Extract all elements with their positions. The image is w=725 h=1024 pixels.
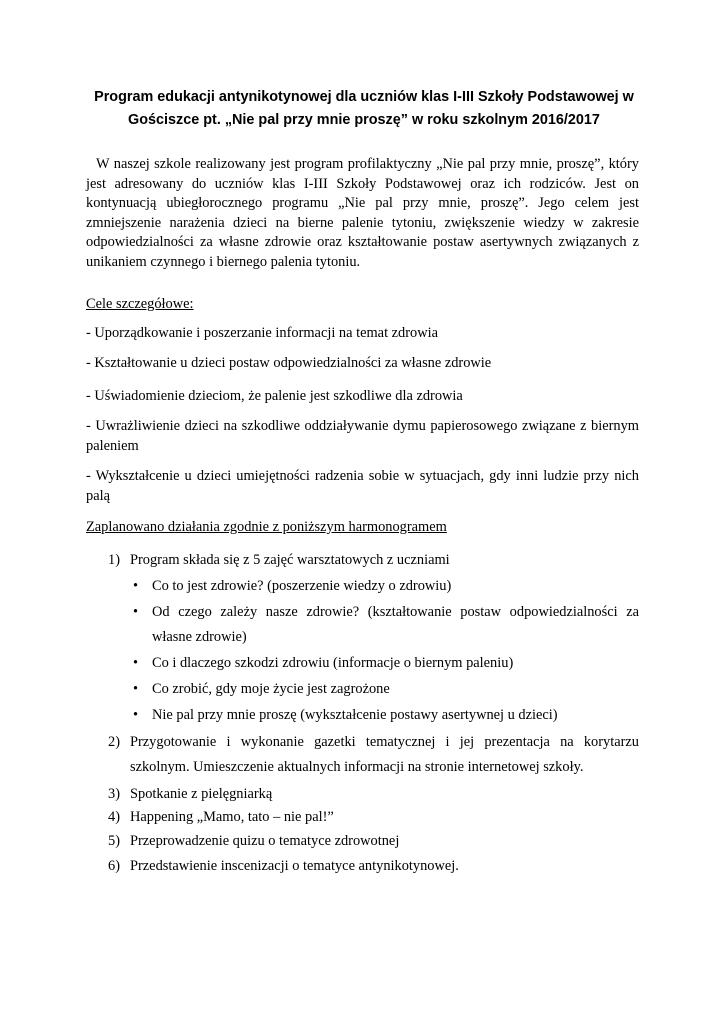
workshop-item bbox=[133, 600, 639, 650]
plan-item-number: 5) bbox=[108, 833, 120, 849]
plan-item-number: 3) bbox=[108, 786, 120, 802]
intro-paragraph: W naszej szkole realizowany jest program profilaktyczny „Nie pal przy mnie, proszę”, który jest adresowany do uczniów klas I-III Szkoły Podstawowej oraz ich rodziców. Jest on kontynuacją ubiegłorocznego programu „Nie pal przy mnie, proszę”. Jego celem jest zmniejszenie narażenia dzieci na bierne palenie tytoniu, zwiększenie wiedzy w zakresie odpowiedzialności za własne zdrowie oraz kształtowanie postaw asertywnych związanych z unikaniem czynnego i biernego palenia tytoniu. bbox=[86, 156, 639, 270]
goals-heading: Cele szczegółowe: bbox=[86, 296, 194, 312]
goal-item: - Wykształcenie u dzieci umiejętności radzenia sobie w sytuacjach, gdy inni ludzie przy nich palą bbox=[86, 468, 639, 504]
plan-item-number: 6) bbox=[108, 858, 120, 874]
plan-item-text: Przeprowadzenie quizu o tematyce zdrowotnej bbox=[130, 833, 400, 849]
plan-item bbox=[108, 782, 639, 807]
plan-item bbox=[108, 730, 639, 780]
plan-item-number: 4) bbox=[108, 809, 120, 825]
workshop-item bbox=[133, 703, 639, 728]
plan-item-text: Przedstawienie inscenizacji o tematyce antynikotynowej. bbox=[130, 858, 459, 874]
bullet-icon: • bbox=[133, 604, 139, 620]
plan-item bbox=[108, 805, 639, 830]
plan-item-text: Program składa się z 5 zajęć warsztatowych z uczniami bbox=[130, 552, 450, 568]
plan-item-text: Spotkanie z pielęgniarką bbox=[130, 786, 273, 802]
bullet-icon: • bbox=[133, 578, 139, 594]
bullet-icon: • bbox=[133, 707, 139, 723]
plan-item bbox=[108, 548, 639, 573]
workshop-item-text: Od czego zależy nasze zdrowie? (kształtowanie postaw odpowiedzialności za własne zdrowie) bbox=[152, 604, 639, 645]
goal-item: - Kształtowanie u dzieci postaw odpowiedzialności za własne zdrowie bbox=[86, 355, 492, 371]
workshop-item bbox=[133, 677, 639, 702]
plan-item-text: Happening „Mamo, tato – nie pal!” bbox=[130, 809, 334, 825]
bullet-icon: • bbox=[133, 655, 139, 671]
document-title: Program edukacji antynikotynowej dla uczniów klas I-III Szkoły Podstawowej w Gościszce pt. „Nie pal przy mnie proszę” w roku szkolnym 2016/2017 bbox=[94, 89, 634, 128]
plan-heading: Zaplanowano działania zgodnie z poniższym harmonogramem bbox=[86, 519, 447, 535]
goal-item: - Uwrażliwienie dzieci na szkodliwe oddziaływanie dymu papierosowego związane z biernym paleniem bbox=[86, 418, 639, 454]
workshop-item bbox=[133, 574, 639, 599]
workshop-item-text: Co to jest zdrowie? (poszerzenie wiedzy o zdrowiu) bbox=[152, 578, 452, 594]
workshop-item bbox=[133, 651, 639, 676]
goal-item: - Uświadomienie dzieciom, że palenie jest szkodliwe dla zdrowia bbox=[86, 388, 463, 404]
plan-item-text: Przygotowanie i wykonanie gazetki tematycznej i jej prezentacja na korytarzu szkolnym. Umieszczenie aktualnych informacji na stronie internetowej szkoły. bbox=[130, 734, 639, 775]
plan-item bbox=[108, 829, 639, 854]
goal-item: - Uporządkowanie i poszerzanie informacji na temat zdrowia bbox=[86, 325, 439, 341]
plan-item-number: 1) bbox=[108, 552, 120, 568]
workshop-item-text: Co i dlaczego szkodzi zdrowiu (informacje o biernym paleniu) bbox=[152, 655, 514, 671]
plan-item bbox=[108, 854, 639, 879]
plan-item-number: 2) bbox=[108, 734, 120, 750]
workshop-item-text: Co zrobić, gdy moje życie jest zagrożone bbox=[152, 681, 390, 697]
bullet-icon: • bbox=[133, 681, 139, 697]
workshop-item-text: Nie pal przy mnie proszę (wykształcenie postawy asertywnej u dzieci) bbox=[152, 707, 558, 723]
